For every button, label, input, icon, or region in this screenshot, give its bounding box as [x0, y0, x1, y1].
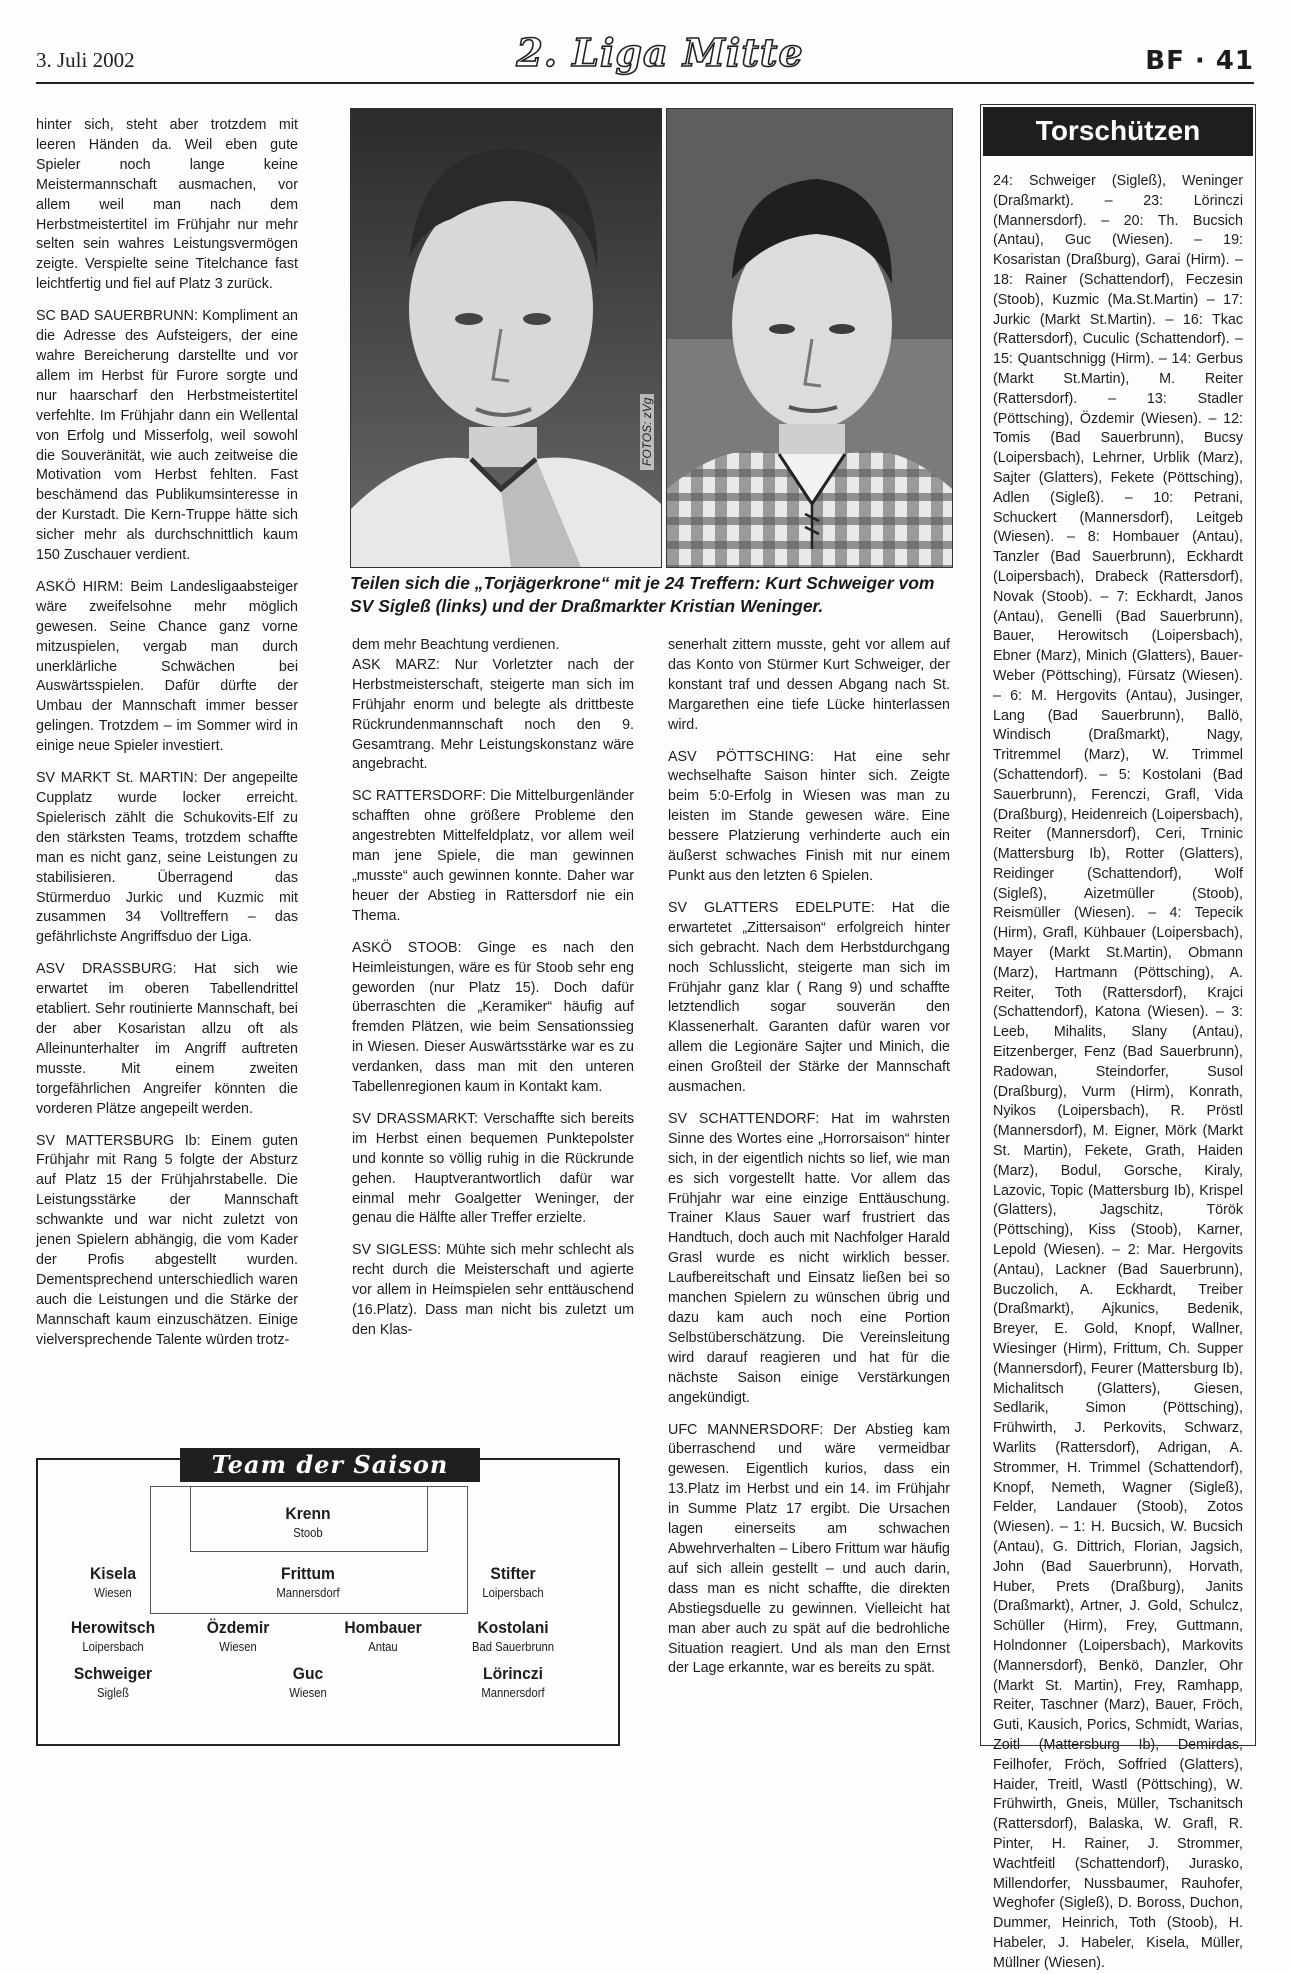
paragraph: hinter sich, steht aber trotzdem mit leeren Händen da. Weil eben gute Spieler noch lange keine Meistermannschaft ausmachen, vor allem weil man nach dem Herbstmeistertitel im Frühjahr nur mehr selten sein wahres Leistungsvermögen zeigte. Verspielte seine Titelchance fast leichtfertig und fiel auf Platz 3 zurück.	[36, 117, 298, 293]
team-name: SV SIGLESS:	[352, 1242, 442, 1259]
paragraph: SV GLATTERS EDELPUTE: Hat die erwartetet „Zittersaison“ erfolgreich hinter sich gebracht. Nach dem Herbstdurchgang noch Schlusslicht, steigerte man sich im Frühjahr ganz klar ( Rang 9) und schaffte letztendlich sogar souverän den Klassenerhalt. Garanten dafür waren vor allem die Legionäre Sajter und Minich, die einen Großteil der Stärke der Mannschaft ausmachen.	[668, 899, 950, 1096]
photo-kurt-schweiger	[350, 108, 662, 568]
paragraph: SV MATTERSBURG Ib: Einem guten Frühjahr mit Rang 5 folgte der Absturz auf Platz 15 der Frühjahrstabelle. Die Leistungsstärke der Mannschaft schwankte und war nicht zuletzt von jenen Spielern abhängig, die vom Kader der Profis abgestellt wurden. Dementsprechend unterschiedlich waren auch die Leistungen und die Stärke der Mannschaft kaum einzuschätzen. Einige vielversprechende Talente würden trotz-	[36, 1132, 298, 1348]
player: Stifter Loipersbach	[482, 1564, 544, 1600]
paragraph: SV DRASSMARKT: Verschaffte sich bereits im Herbst einen bequemen Punktepolster und konnte so völlig ruhig in die Rückrunde gehen. Hauptverantwortlich dafür war einmal mehr Goalgetter Weninger, der genau die Hälfte aller Treffer erzielte.	[352, 1110, 634, 1227]
team-name: SV DRASSMARKT:	[352, 1110, 479, 1127]
paragraph: ASKÖ HIRM: Beim Landesligaabsteiger wäre zweifelsohne mehr möglich gewesen. Seine Chance ganz vorne mitzuspielen, vergab man durch unerklärliche Schwächen bei Auswärtsspielen. Dafür dürfte der Umbau der Mannschaft immer besser gelingen. Trotzdem – im Sommer wird in einige neue Spieler investiert.	[36, 578, 298, 755]
team-name: UFC MANNERSDORF:	[668, 1421, 824, 1438]
player: Herowitsch Loipersbach	[70, 1618, 156, 1654]
article-column-3	[668, 636, 950, 1746]
team-name: SV MATTERSBURG Ib:	[36, 1132, 201, 1149]
paragraph: UFC MANNERSDORF: Der Abstieg kam überraschend und wäre vermeidbar gewesen. Eigentlich kurios, dass ein 13.Platz im Herbst und ein 14. im Frühjahr in Summe Platz 17 ergibt. Die Ursachen lagen einerseits am schwachen Abwehrverhalten – Libero Frittum war häufig auf sich allein gestellt – und auch darin, dass man es nicht schaffte, die direkten Abstiegsduelle zu gewinnen. Vielleicht hat man aber auch zu spät auf die bedrohliche Situation reagiert. Und als man den Ernst der Lage erkannte, war es bereits zu spät.	[668, 1421, 950, 1677]
paragraph: ASKÖ STOOB: Ginge es nach den Heimleistungen, wäre es für Stoob sehr eng geworden (nur Platz 15). Doch dafür überraschten die „Keramiker“ häufig auf fremden Plätzen, wie beim Sensationssieg in Wiesen. Dieser Auswärtsstärke war es zu verdanken, dass man mit den unteren Tabellenregionen kaum in Kontakt kam.	[352, 939, 634, 1096]
section-title: 2. Liga Mitte	[516, 30, 804, 75]
team-name: SV SCHATTENDORF:	[668, 1110, 820, 1127]
scorers-box	[980, 104, 1256, 1971]
photo-caption: Teilen sich die „Torjägerkrone“ mit je 24 Treffern: Kurt Schweiger vom SV Sigleß (links) und der Draßmarkter Kristian Weninger.	[350, 573, 935, 616]
page-number: BF · 41	[1145, 46, 1254, 76]
player: Hombauer Antau	[344, 1618, 422, 1654]
player: Kostolani Bad Sauerbrunn	[472, 1618, 554, 1654]
team-name: SC BAD SAUERBRUNN:	[36, 308, 198, 325]
paragraph: ASV DRASSBURG: Hat sich wie erwartet im oberen Tabellendrittel etabliert. Sehr routinierte Mannschaft, bei der aber Kosaristan allzu oft als Alleinunterhalter im Angriff auftreten musste. Mit einem zweiten torgefährlichen Angreifer könnten die vorderen Plätze angepeilt werden.	[36, 961, 298, 1117]
player: Lörinczi Mannersdorf	[481, 1664, 545, 1700]
paragraph: SV SCHATTENDORF: Hat im wahrsten Sinne des Wortes eine „Horrorsaison“ hinter sich, in der eigentlich nichts so lief, wie man es sich vorgestellt hatte. Vor allem das Frühjahr war eine einzige Enttäuschung. Trainer Klaus Sauer warf frustriert das Handtuch, doch auch mit Nachfolger Harald Grasl wurde es nicht wirklich besser. Laufbereitschaft und Einsatz ließen bei so manchen Spielern zu wünschen übrig und dazu kam auch noch eine Portion Selbstüberschätzung. Die Vereinsleitung wird darauf reagieren und hat für die nächste Saison einige Verstärkungen angekündigt.	[668, 1110, 950, 1406]
team-name: ASK MARZ:	[352, 656, 440, 673]
player: Frittum Mannersdorf	[276, 1564, 340, 1600]
paragraph: SV MARKT St. MARTIN: Der angepeilte Cupplatz wurde locker erreicht. Spielerisch zählt die Schukovits-Elf zu den stärksten Teams, trotzdem schaffte man es nicht ganz, seine Leistungen zu stabilisieren. Überragend das Stürmerduo Jurkic und Kuzmic mit zusammen 34 Volltreffern – das gefährlichste Angriffsduo der Liga.	[36, 770, 298, 946]
paragraph: ASV PÖTTSCHING: Hat eine sehr wechselhafte Saison hinter sich. Zeigte beim 5:0-Erfolg in Wiesen was man zu leisten im Stande gewesen wäre. Eine bessere Platzierung verhinderte auch ein äußerst schwaches Finish mit nur einem Punkt aus den letzten 6 Spielen.	[668, 748, 950, 884]
player: Kisela Wiesen	[89, 1564, 137, 1600]
player-goalkeeper: Krenn Stoob	[285, 1504, 331, 1540]
team-name: SV GLATTERS EDELPUTE:	[668, 899, 875, 916]
team-name: ASV DRASSBURG:	[36, 961, 177, 978]
paragraph: ASK MARZ: Nur Vorletzter nach der Herbstmeisterschaft, steigerte man sich im Frühjahr enorm und belegte als drittbeste Rückrundenmannschaft noch den 9. Gesamtrang. Mehr Leistungskonstanz wäre angebracht.	[352, 656, 634, 773]
team-name: ASKÖ STOOB:	[352, 939, 462, 956]
team-name: SV MARKT St. MARTIN:	[36, 770, 198, 787]
player: Guc Wiesen	[289, 1664, 327, 1700]
player: Özdemir Wiesen	[206, 1618, 270, 1654]
paragraph: dem mehr Beachtung verdienen.	[352, 637, 560, 653]
article-column-1	[36, 116, 298, 1406]
photo-credit: FOTOS: zVg	[640, 394, 654, 470]
photo-kristian-weninger	[666, 108, 953, 568]
team-of-season-title: Team der Saison	[180, 1448, 480, 1482]
paragraph: SC RATTERSDORF: Die Mittelburgenländer schafften ohne größere Probleme den angestrebten Mittelfeldplatz, vor allem weil man jene Spiele, die man gewinnen „musste“ auch gewinnen konnte. Daher war heuer der Abstieg in Rattersdorf nie ein Thema.	[352, 788, 634, 924]
scorers-list: 24: Schweiger (Sigleß), Weninger (Draßmarkt). – 23: Lörinczi (Mannersdorf). – 20: Th. Bucsich (Antau), Guc (Wiesen). – 19: Kosaristan (Draßburg), Garai (Hirm). – 18: Rainer (Schattendorf), Feczesin (Stoob), Kuzmic (Ma.St.Martin) – 17: Jurkic (Markt St.Martin). – 16: Tkac (Rattersdorf), Cuculic (Schattendorf). – 15: Quantschnigg (Hirm). – 14: Gerbus (Markt St.Martin), M. Reiter (Rattersdorf). – 13: Stadler (Pöttsching), Özdemir (Wiesen). – 12: Tomis (Bad Sauerbrunn), Bucsy (Loipersbach), Lehrner, Urblik (Marz), Sajter (Glatters), Fekete (Pöttsching), Adlen (Sigleß). – 10: Petrani, Schuckert (Mannersdorf), Leitgeb (Wiesen). – 8: Hombauer (Antau), Tanzler (Bad Sauerbrunn), Eckhardt (Loipersbach), Drabeck (Rattersdorf), Novak (Stoob). – 7: Eckhardt, Janos (Antau), Genelli (Bad Sauerbrunn), Bauer, Herowitsch (Loipersbach), Ebner (Marz), Minich (Glatters), Bauer-Weber (Pöttsching), Fürsatz (Wiesen). – 6: M. Hergovits (Antau), Jusinger, Lang (Bad Sauerbrunn), Ballö, Windisch (Draßmarkt), Nagy, Tritremmel (Marz), W. Trimmel (Schattendorf). – 5: Kostolani (Bad Sauerbrunn), Ferenczi, Grafl, Vida (Draßburg), Heidenreich (Loipersbach), Reiter (Mannersdorf), Ceri, Trninic (Mattersburg Ib), Rotter (Glatters), Reidinger (Schattendorf), Wolf (Sigleß), Aizetmüller (Stoob), Reismüller (Wiesen). – 4: Tepecik (Hirm), Grafl, Kühbauer (Loipersbach), Mayer (Markt St.Martin), Obmann (Marz), Hartmann (Pöttsching), A. Reiter, Toth (Rattersdorf), Krajci (Schattendorf), Katona (Wiesen). – 3: Leeb, Mihalits, Slany (Antau), Eitzenberger, Fenz (Bad Sauerbrunn), Radowan, Steindorfer, Susol (Draßburg), Vurm (Hirm), Konrath, Nyikos (Loipersbach), R. Pröstl (Mannersdorf), M. Eigner, Mörk (Markt St. Martin), Fekete, Grath, Haiden (Marz), Bodul, Gorsche, Kiraly, Lazovic, Topic (Mattersburg Ib), Krispel (Glatters), Jagschitz, Török (Pöttsching), Kiss (Stoob), Karner, Lepold (Wiesen). – 2: Mar. Hergovits (Antau), Lackner (Bad Sauerbrunn), Buczolich, A. Eckhardt, Treiber (Draßmarkt), Ajkunics, Bedenik, Breyer, E. Gold, Knopf, Wallner, Wiesinger (Hirm), Frittum, Ch. Supper (Mannersdorf), Feurer (Mattersburg Ib), Michalitsch (Glatters), Giesen, Sedlarik, Simon (Pöttsching), Frühwirth, J. Perkovits, Schwarz, Warlits (Rattersdorf), Adrigan, A. Strommer, H. Trimmel (Schattendorf), Knopf, Nemeth, Wagner (Sigleß), Felder, Landauer (Stoob), Zotos (Wiesen). – 1: H. Bucsich, W. Bucsich (Antau), G. Dittrich, Florian, Jagsich, John (Bad Sauerbrunn), Horvath, Huber, Prets (Draßburg), Janits (Draßmarkt), Artner, J. Gold, Schulcz, Schüller (Hirm), Frey, Guttmann, Holndonner (Loipersbach), Markovits (Mannersdorf), Benkö, Danzler, Ohr (Markt St. Martin), Frey, Ramhapp, Reiter, Taschner (Marz), Bauer, Fröch, Guti, Kausich, Porics, Schmidt, Warias, Zoitl (Mattersburg Ib), Demirdas, Feilhofer, Fröch, Soffried (Glatters), Haider, Treitl, Wastl (Pöttsching), W. Frühwirth, Gneis, Müller, Tschanitsch (Rattersdorf), Balaska, W. Grafl, R. Pinter, H. Rainer, J. Strommer, Wachtfeitl (Schattendorf), Jurasko, Millendorfer, Nussbaumer, Rauhofer, Weghofer (Sigleß), D. Boross, Duchon, Dummer, Heinrich, Toth (Stoob), H. Habeler, J. Habeler, Kisela, Müller, Müllner (Wiesen).	[993, 173, 1243, 1971]
player: Schweiger Sigleß	[73, 1664, 153, 1700]
team-name: ASKÖ HIRM:	[36, 578, 124, 595]
paragraph: SC BAD SAUERBRUNN: Kompliment an die Adresse des Aufsteigers, der eine wahre Bereicherung darstellte und vor allem im Herbst für Furore sorgte und nur haarscharf den Herbstmeistertitel verfehlte. Im Frühjahr dann ein Wellental von Erfolg und Misserfolg, weil sowohl die Souveränität, wie auch zeitweise die Motivation vom Herbst fehlten. Fast beschämend das Publikumsinteresse in der Kurstadt. Die Kern-Truppe hätte sich sicher mehr als durchschnittlich kaum 150 Zuschauer verdient.	[36, 308, 298, 564]
team-of-season-box	[36, 1450, 620, 1746]
paragraph: senerhalt zittern musste, geht vor allem auf das Konto von Stürmer Kurt Schweiger, der konstant traf und dessen Abgang nach St. Margarethen eine tiefe Lücke hinterlassen wird.	[668, 637, 950, 733]
paragraph: SV SIGLESS: Mühte sich mehr schlecht als recht durch die Meisterschaft und agierte vor allem in Heimspielen sehr enttäuschend (16.Platz). Dass man nicht bis zuletzt um den Klas-	[352, 1242, 634, 1338]
issue-date: 3. Juli 2002	[36, 48, 135, 72]
article-column-2	[352, 636, 634, 1426]
header-rule	[36, 82, 1254, 84]
team-name: ASV PÖTTSCHING:	[668, 748, 814, 765]
scorers-title: Torschützen	[983, 107, 1253, 156]
team-name: SC RATTERSDORF:	[352, 788, 487, 805]
